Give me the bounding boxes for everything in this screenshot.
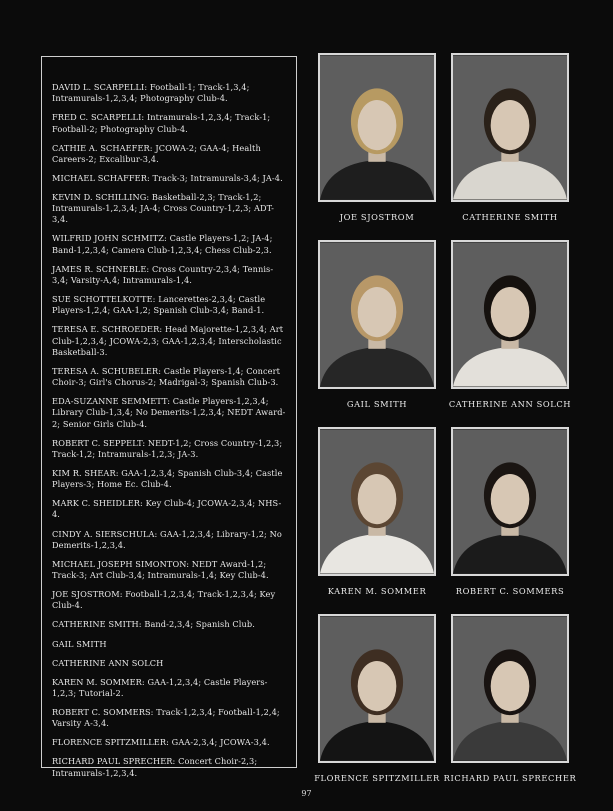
photo-caption: FLORENCE SPITZMILLER <box>314 773 440 783</box>
bio-entry: TERESA E. SCHROEDER: Head Majorette-1,2,3,4; Art Club-1,2,3,4; JCOWA-2,3; GAA-1,2,3,4; Interscholastic Basketball-3. <box>52 324 284 357</box>
bio-entry: CATHIE A. SCHAEFER: JCOWA-2; GAA-4; Health Careers-2; Excalibur-3,4. <box>52 142 261 164</box>
bio-entry: KAREN M. SOMMER: GAA-1,2,3,4; Castle Players-1,2,3; Tutorial-2. <box>52 676 268 698</box>
bio-entry: JAMES R. SCHNEBLE: Cross Country-2,3,4; Tennis-3,4; Varsity-A,4; Intramurals-1,4. <box>52 263 274 285</box>
bio-entry: MICHAEL SCHAFFER: Track-3; Intramurals-3,4; JA-4. <box>52 172 283 183</box>
bio-entry: CINDY A. SIERSCHULA: GAA-1,2,3,4; Library-1,2; No Demerits-1,2,3,4. <box>52 528 282 550</box>
portrait-photo <box>318 427 436 576</box>
portrait-face <box>491 100 530 150</box>
bio-entry: EDA-SUZANNE SEMMETT: Castle Players-1,2,3,4; Library Club-1,3,4; No Demerits-1,2,3,4; NEDT Award-2; Senior Girls Club-4. <box>52 396 286 429</box>
portrait-face <box>358 474 397 524</box>
portrait-face <box>491 287 530 337</box>
portrait-face <box>358 661 397 711</box>
portrait-photo <box>451 614 569 763</box>
bio-entry: ROBERT C. SEPPELT: NEDT-1,2; Cross Country-1,2,3; Track-1,2; Intramurals-1,2,3; JA-3. <box>52 437 283 459</box>
photo-caption: ROBERT C. SOMMERS <box>455 586 565 596</box>
portrait-photo <box>451 53 569 202</box>
photo-caption: CATHERINE SMITH <box>462 212 558 222</box>
bio-entry: SUE SCHOTTELKOTTE: Lancerettes-2,3,4; Castle Players-1,2,4; GAA-1,2; Spanish Club-3,4; Band-1. <box>52 294 266 316</box>
photo-caption: JOE SJOSTROM <box>339 212 415 222</box>
bio-entry: ROBERT C. SOMMERS: Track-1,2,3,4; Football-1,2,4; Varsity A-3,4. <box>52 707 280 729</box>
portrait-photo <box>451 427 569 576</box>
biography-list <box>52 82 288 787</box>
bio-entry: JOE SJOSTROM: Football-1,2,3,4; Track-1,2,3,4; Key Club-4. <box>52 589 276 611</box>
bio-entry: MICHAEL JOSEPH SIMONTON: NEDT Award-1,2; Track-3; Art Club-3,4; Intramurals-1,4; Key Club-4. <box>52 558 269 581</box>
bio-entry: WILFRID JOHN SCHMITZ: Castle Players-1,2; JA-4; Band-1,2,3,4; Camera Club-1,2,3,4; Chess Club-2,3. <box>52 233 273 255</box>
bio-entry: TERESA A. SCHUBELER: Castle Players-1,4; Concert Choir-3; Girl's Chorus-2; Madrigal-3; Spanish Club-3. <box>52 365 281 388</box>
portrait-photo <box>318 240 436 389</box>
photo-caption: CATHERINE ANN SOLCH <box>448 399 572 409</box>
bio-entry: KEVIN D. SCHILLING: Basketball-2,3; Track-1,2; Intramurals-1,2,3,4; JA-4; Cross Country-1,2,3; ADT-3,4. <box>52 191 275 225</box>
portrait-face <box>358 100 397 150</box>
photo-caption: KAREN M. SOMMER <box>327 586 427 596</box>
bio-entry: MARK C. SHEIDLER: Key Club-4; JCOWA-2,3,4; NHS-4. <box>52 498 282 520</box>
bio-entry: CATHERINE SMITH: Band-2,3,4; Spanish Club. <box>52 619 255 630</box>
bio-entry: KIM R. SHEAR: GAA-1,2,3,4; Spanish Club-3,4; Castle Players-3; Home Ec. Club-4. <box>52 467 283 490</box>
bio-entry: FRED C. SCARPELLI: Intramurals-1,2,3,4; Track-1; Football-2; Photography Club-4. <box>52 112 271 134</box>
portrait-face <box>358 287 397 337</box>
portrait-photo <box>451 240 569 389</box>
bio-entry: RICHARD PAUL SPRECHER: Concert Choir-2,3; Intramurals-1,2,3,4. <box>52 756 258 778</box>
page-number: 97 <box>301 789 312 798</box>
portrait-photo <box>318 614 436 763</box>
bio-entry: DAVID L. SCARPELLI: Football-1; Track-1,3,4; Intramurals-1,2,3,4; Photography Club-4. <box>52 82 250 104</box>
portrait-photo <box>318 53 436 202</box>
photo-caption: GAIL SMITH <box>346 399 408 409</box>
portrait-face <box>491 661 530 711</box>
photo-caption: RICHARD PAUL SPRECHER <box>443 773 577 783</box>
bio-entry: FLORENCE SPITZMILLER: GAA-2,3,4; JCOWA-3,4. <box>52 737 270 748</box>
bio-entry: CATHERINE ANN SOLCH <box>52 657 164 668</box>
portrait-face <box>491 474 530 524</box>
bio-entry: GAIL SMITH <box>52 638 107 649</box>
